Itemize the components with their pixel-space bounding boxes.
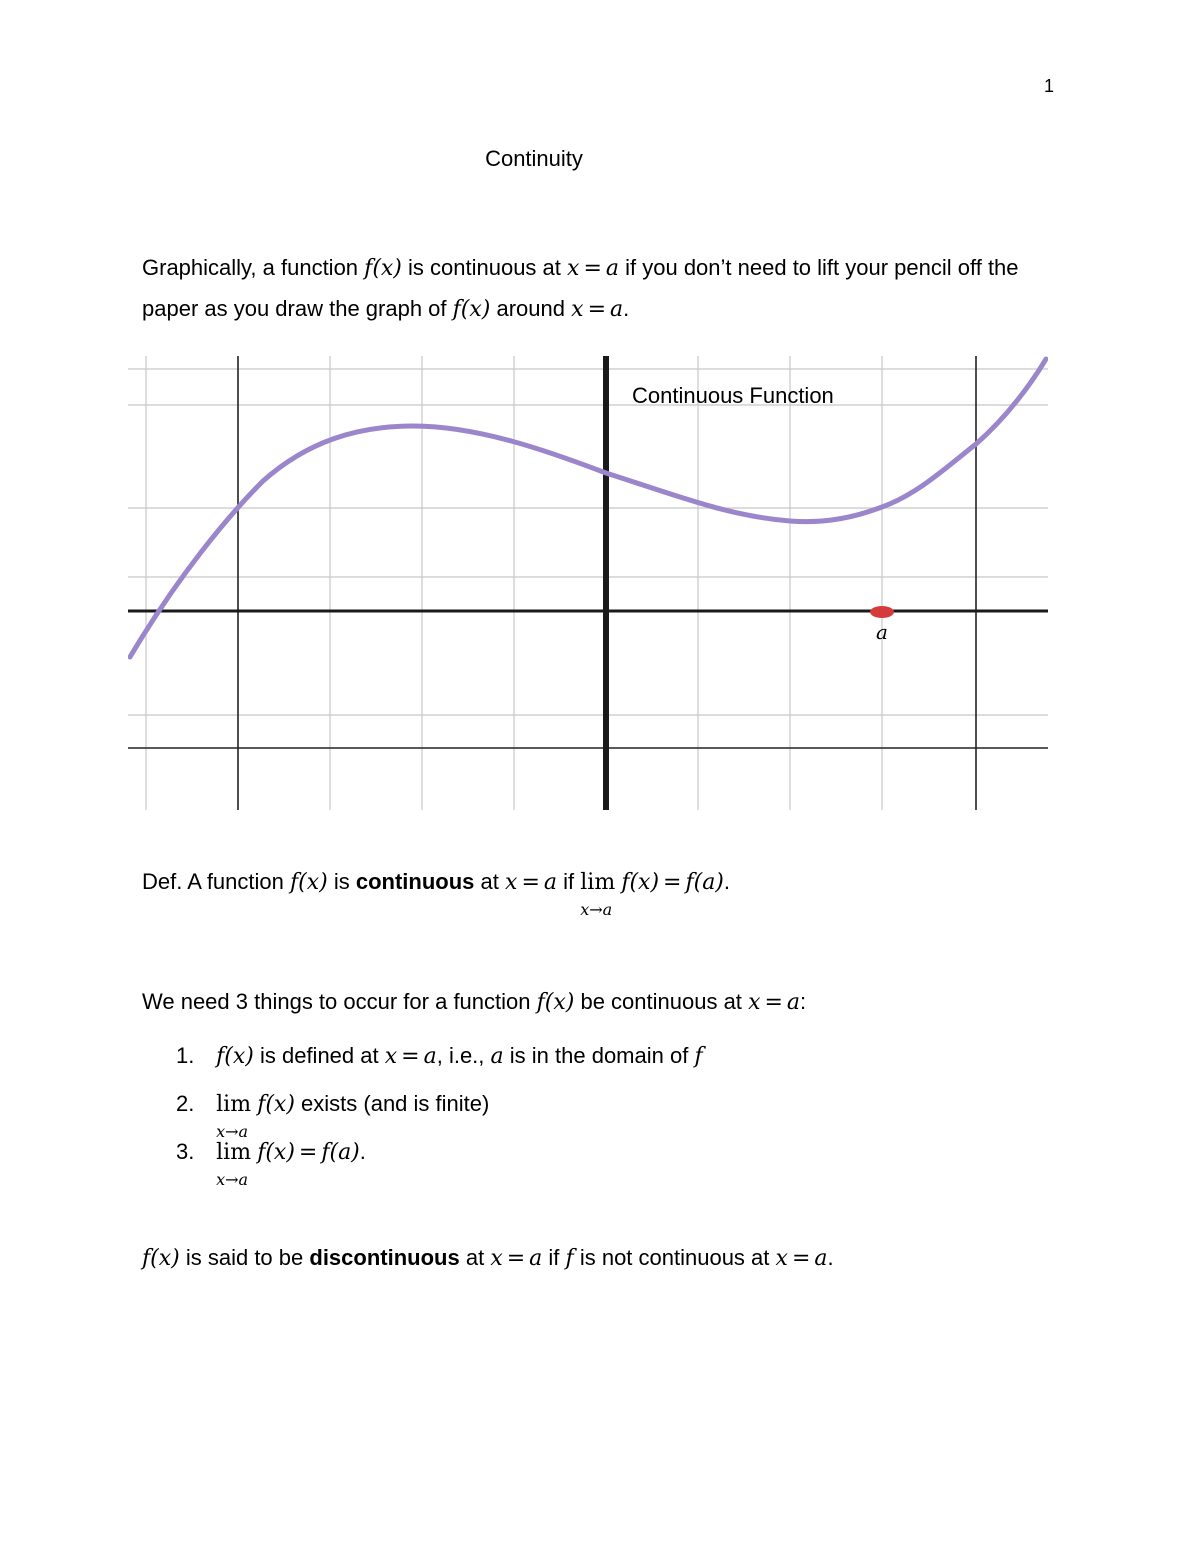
fx-math: f(x) [216, 1044, 254, 1069]
def-text-1: Def. A function [142, 869, 284, 894]
fx-math: f(x) [290, 870, 328, 895]
limit-expression [580, 862, 616, 919]
lim-word: lim [580, 870, 616, 895]
equals-sign: = [521, 870, 540, 895]
equals-sign: = [587, 297, 606, 322]
f-math: f [694, 1044, 703, 1069]
equals-sign: = [791, 1246, 811, 1271]
equals-sign: = [401, 1044, 420, 1069]
item-number: 1. [176, 1043, 195, 1068]
f-math: f [565, 1246, 574, 1271]
period: . [723, 869, 731, 894]
period: . [359, 1139, 366, 1164]
a-math: a [605, 256, 619, 281]
lim-subscript: x→a [216, 1170, 249, 1189]
lim-subscript: x→a [216, 1122, 249, 1141]
lim-word: lim [216, 1092, 252, 1117]
a-math: a [786, 990, 801, 1015]
page-title: Continuity [485, 146, 583, 171]
fa-math: f(a) [685, 870, 724, 895]
equals-sign: = [583, 256, 602, 281]
fx-math: f(x) [536, 990, 575, 1015]
page-number: 1 [1044, 76, 1055, 96]
intro-text-4: around [496, 296, 566, 321]
fx-math: f(x) [621, 870, 660, 895]
a-math: a [423, 1044, 437, 1069]
colon: : [800, 989, 807, 1014]
grid-horizontal-lines [128, 369, 1048, 715]
equals-sign: = [506, 1246, 526, 1271]
def-text-3: at [480, 869, 499, 894]
item-number: 3. [176, 1139, 195, 1164]
list-item [176, 1132, 703, 1189]
def-text-2: is [333, 869, 350, 894]
def-if: if [563, 869, 575, 894]
continuous-term: continuous [355, 869, 475, 894]
dark-grid-lines [128, 356, 1048, 810]
conditions-list [176, 1036, 703, 1189]
intro-text-1: Graphically, a function [142, 255, 359, 280]
condition-1-text-2: , i.e., [436, 1043, 485, 1068]
condition-1-text-1: is defined at [259, 1043, 379, 1068]
a-math: a [529, 1246, 543, 1271]
need-text-2: be continuous at [580, 989, 742, 1014]
disc-text-3: is not continuous at [579, 1245, 770, 1270]
point-a-label: a [876, 620, 888, 644]
lim-word: lim [216, 1140, 252, 1165]
x-math: x [567, 256, 580, 281]
fx-math: f(x) [364, 256, 402, 281]
requirements-paragraph [142, 982, 1072, 1023]
condition-2-text: exists (and is finite) [301, 1091, 490, 1116]
a-math: a [610, 297, 624, 322]
list-item [176, 1036, 703, 1084]
lim-subscript: x→a [580, 900, 613, 919]
grid-vertical-lines [146, 356, 882, 810]
intro-text-3: if you don’t need to lift your pencil off the paper as you draw the graph of [142, 255, 1019, 321]
item-number: 2. [176, 1091, 195, 1116]
fx-math: f(x) [142, 1246, 180, 1271]
a-math: a [814, 1246, 828, 1271]
fx-math: f(x) [257, 1140, 295, 1165]
a-math: a [543, 870, 557, 895]
list-item [176, 1084, 703, 1141]
limit-expression [216, 1084, 252, 1141]
x-math: x [384, 1044, 398, 1069]
fx-math: f(x) [452, 297, 491, 322]
fa-math: f(a) [321, 1140, 360, 1165]
a-math: a [490, 1044, 504, 1069]
x-math: x [775, 1246, 788, 1271]
disc-text-1: is said to be [185, 1245, 304, 1270]
discontinuous-term: discontinuous [309, 1245, 460, 1270]
x-math: x [748, 990, 761, 1015]
disc-if: if [548, 1245, 560, 1270]
fx-math: f(x) [257, 1092, 295, 1117]
period: . [827, 1245, 834, 1270]
equals-sign: = [663, 870, 682, 895]
limit-expression [216, 1132, 252, 1189]
intro-text-2: is continuous at [408, 255, 561, 280]
equals-sign: = [764, 990, 783, 1015]
x-math: x [490, 1246, 503, 1271]
need-text-1: We need 3 things to occur for a function [142, 989, 531, 1014]
condition-1-text-3: is in the domain of [509, 1043, 689, 1068]
definition-paragraph [142, 862, 1072, 919]
intro-paragraph [142, 248, 1072, 330]
point-a-marker [870, 606, 894, 618]
x-math: x [571, 297, 584, 322]
discontinuous-paragraph [142, 1238, 1072, 1279]
disc-text-2: at [465, 1245, 485, 1270]
graph-title: Continuous Function [632, 383, 834, 408]
continuous-function-graph [128, 356, 1048, 812]
period: . [623, 296, 630, 321]
equals-sign: = [298, 1140, 318, 1165]
x-math: x [505, 870, 518, 895]
